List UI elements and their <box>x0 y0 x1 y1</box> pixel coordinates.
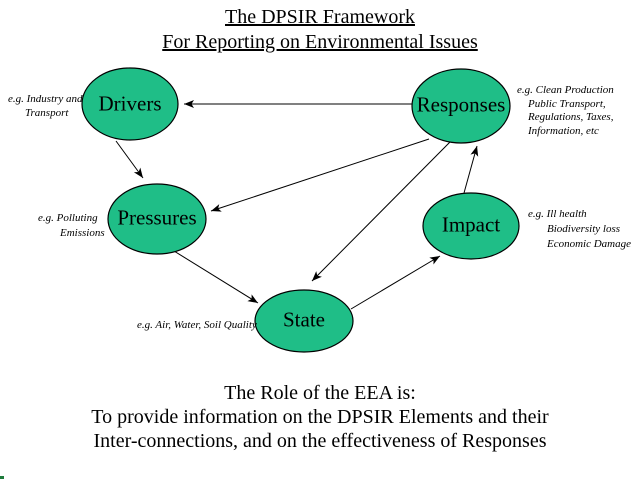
arrow-pressures-to-state <box>174 251 258 303</box>
drivers-note <box>8 92 83 120</box>
impact-note-line: Economic Damage <box>547 238 632 250</box>
pressures-note-line: Emissions <box>60 227 105 239</box>
pressures-note-line: e.g. Polluting <box>38 212 98 224</box>
footer-line-1: The Role of the EEA is: <box>224 382 416 404</box>
footer-line-2: To provide information on the DPSIR Elements and their <box>91 406 549 428</box>
footer-line-3: Inter-connections, and on the effectiveness of Responses <box>93 430 547 452</box>
node-responses-label: Responses <box>416 92 506 117</box>
node-state-label: State <box>283 307 325 332</box>
node-impact-label: Impact <box>441 212 501 237</box>
state-note-line: e.g. Air, Water, Soil Quality <box>137 319 257 331</box>
slide-title <box>0 5 640 55</box>
responses-note-line: e.g. Clean Production <box>517 84 614 96</box>
responses-note <box>517 84 614 138</box>
drivers-note-line: e.g. Industry and <box>8 93 83 105</box>
corner-artifact-mark <box>0 476 4 479</box>
arrow-responses-to-pressures <box>211 139 429 211</box>
arrow-drivers-to-pressures <box>116 141 143 178</box>
title-line-1: The DPSIR Framework <box>225 6 415 28</box>
responses-note-line: Information, etc <box>528 124 599 137</box>
impact-note <box>528 207 631 252</box>
responses-note-line: Public Transport, <box>528 97 606 110</box>
pressures-note <box>38 211 105 241</box>
footer-text <box>0 381 640 453</box>
responses-note-line: Regulations, Taxes, <box>528 111 614 123</box>
arrow-state-to-impact <box>351 256 440 309</box>
title-line-2: For Reporting on Environmental Issues <box>162 31 478 53</box>
state-note <box>137 318 257 332</box>
node-pressures-label: Pressures <box>117 205 197 230</box>
arrow-impact-to-responses <box>464 146 477 193</box>
impact-note-line: Biodiversity loss <box>547 223 621 235</box>
drivers-note-line: Transport <box>25 107 69 119</box>
impact-note-line: e.g. Ill health <box>528 208 587 220</box>
node-drivers-label: Drivers <box>98 91 162 116</box>
